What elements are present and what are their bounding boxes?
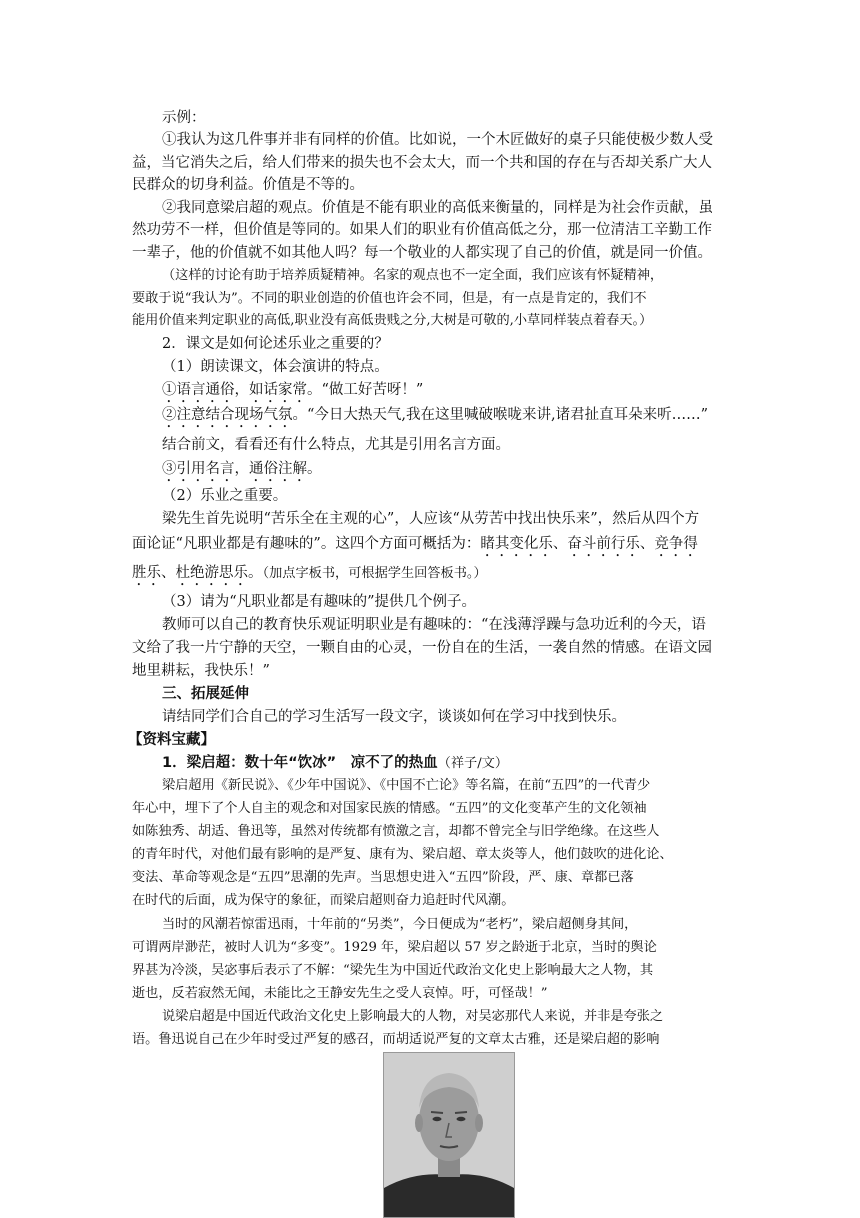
article-p1-line2: 年心中，埋下了个人自主的观念和对国家民族的情感。“五四”的文化变革产生的文化领袖 (132, 801, 647, 816)
teacher-line2: 文给了我一片宁静的天空，一颗自由的心灵，一份自在的生活，一袭自然的情感。在语文园 (132, 640, 712, 656)
article-p1-line6: 在时代的后面，成为保守的象征，而梁启超则奋力追赶时代风潮。 (132, 893, 515, 908)
note-line1: （这样的讨论有助于培养质疑精神。名家的观点也不一定全面，我们应该有怀疑精神， (162, 268, 664, 283)
note-line3: 能用价值来判定职业的高低,职业没有高低贵贱之分,大树是可敬的,小草同样装点着春天。） (132, 313, 653, 328)
treasure-heading: 【资料宝藏】 (128, 732, 215, 748)
question2-sub2: （2）乐业之重要。 (162, 488, 288, 504)
keyword-2: 奋斗前行乐 (567, 536, 640, 552)
note-line2: 要敢于说“我认为”。不同的职业创造的价值也许会不同，但是，有一点是肯定的，我们不 (132, 291, 647, 306)
article-p1-line1: 梁启超用《新民说》、《少年中国说》、《中国不亡论》等名篇，在前“五四”的一代青少 (162, 778, 651, 793)
article-p2-line4: 逝也，反若寂然无闻，未能比之王静安先生之受人哀悼。吁，可怪哉！” (132, 986, 548, 1001)
article-p1-line3: 如陈独秀、胡适、鲁迅等，虽然对传统都有愤激之言，却都不曾完全与旧学绝缘。在这些人 (132, 824, 660, 839)
example-heading: 示例： (162, 110, 206, 126)
liang-qichao-portrait-photo (383, 1052, 515, 1218)
article-p3-line1: 说梁启超是中国近代政治文化史上影响最大的人物，对吴宓那代人来说，并非是夸张之 (162, 1009, 664, 1024)
feature1 (162, 379, 423, 406)
feature2-quote: “今日大热天气,我在这里喊破喉咙来讲,诸君扯直耳朵来听……” (307, 407, 709, 423)
section3-heading: 三、拓展延伸 (162, 686, 249, 702)
article-byline: （祥子/文） (437, 756, 509, 771)
liang-line3: 胜乐、杜绝游思乐。（加点字板书，可根据学生回答板书。） (132, 565, 487, 581)
keyword-3-end: 胜乐 (132, 565, 161, 581)
article-p2-line1: 当时的风潮若惊雷迅雨，十年前的“另类”，今日便成为“老朽”，梁启超侧身其间， (162, 917, 638, 932)
liang-line1: 梁先生首先说明“苦乐全在主观的心”，人应该“从劳苦中找出快乐来”，然后从四个方 (162, 511, 700, 527)
example2-line1: ②我同意梁启超的观点。价值是不能有职业的高低来衡量的，同样是为社会作贡献，虽 (162, 200, 713, 216)
article-p2-line2: 可谓两岸渺茫，被时人讥为“多变”。1929 年，梁启超以 57 岁之龄逝于北京，当时的舆论 (132, 940, 657, 955)
article-p2-line3: 界甚为冷淡，吴宓事后表示了不解：“梁先生为中国近代政治文化史上影响最大之人物，其 (132, 963, 654, 978)
keyword-1: 睹其变化乐 (480, 536, 553, 552)
example1-line2: 益，当它消失之后，给人们带来的损失也不会太大，而一个共和国的存在与否却关系广大人 (132, 155, 712, 171)
feature3 (162, 458, 322, 485)
example1-line1: ①我认为这几件事并非有同样的价值。比如说，一个木匠做好的桌子只能使极少数人受 (162, 132, 713, 148)
example2-line3: 一辈子，他的价值就不如其他人吗？每一个敬业的人都实现了自己的价值，就是同一价值。 (132, 245, 712, 261)
article-p3-line2: 语。鲁迅说自己在少年时受过严复的感召，而胡适说严复的文章太古雅，还是梁启超的影响 (132, 1032, 660, 1047)
example2-line2: 然功劳不一样，但价值是等同的。如果人们的职业有价值高低之分，那一位清洁工辛勤工作 (132, 222, 712, 238)
example1-line3: 民群众的切身利益。价值是不等的。 (132, 177, 364, 193)
question2-title: 2．课文是如何论述乐业之重要的？ (162, 336, 389, 352)
section3-text: 请结同学们合自己的学习生活写一段文字，谈谈如何在学习中找到快乐。 (162, 709, 626, 725)
article-title-text: 1．梁启超：数十年“饮冰” 凉不了的热血 (162, 755, 438, 771)
article-p1-line5: 变法、革命等观念是“五四”思潮的先声。当思想史进入“五四”阶段，严、康、章都已落 (132, 870, 634, 885)
feature1-label: ①语言通俗，如话家常。 (162, 382, 322, 398)
question2-sub3: （3）请为“凡职业都是有趣味的”提供几个例子。 (162, 594, 477, 610)
liang-line2: 面论证“凡职业都是有趣味的”。这四个方面可概括为：睹其变化乐、奋斗前行乐、竞争得 (132, 536, 698, 552)
feature2-label: ②注意结合现场气氛。 (162, 407, 307, 423)
teacher-line1: 教师可以自己的教育快乐观证明职业是有趣味的：“在浅薄浮躁与急功近利的今天，语 (162, 617, 706, 633)
feature1-quote: “做工好苦呀！” (321, 382, 424, 398)
keyword-3: 竞争得 (654, 536, 698, 552)
feature2-followup: 结合前文，看看还有什么特点，尤其是引用名言方面。 (162, 437, 510, 453)
article-p1-line4: 的青年时代，对他们最有影响的是严复、康有为、梁启超、章太炎等人，他们鼓吹的进化论、 (132, 847, 673, 862)
keyword-4: 杜绝游思乐 (175, 565, 248, 581)
board-note: （加点字板书，可根据学生回答板书。） (262, 566, 487, 581)
question2-sub1: （1）朗读课文，体会演讲的特点。 (162, 359, 389, 375)
article-title (162, 752, 508, 775)
teacher-line3: 地里耕耘，我快乐！” (132, 663, 270, 679)
feature2 (162, 404, 708, 431)
feature3-label: ③引用名言，通俗注解。 (162, 461, 322, 477)
